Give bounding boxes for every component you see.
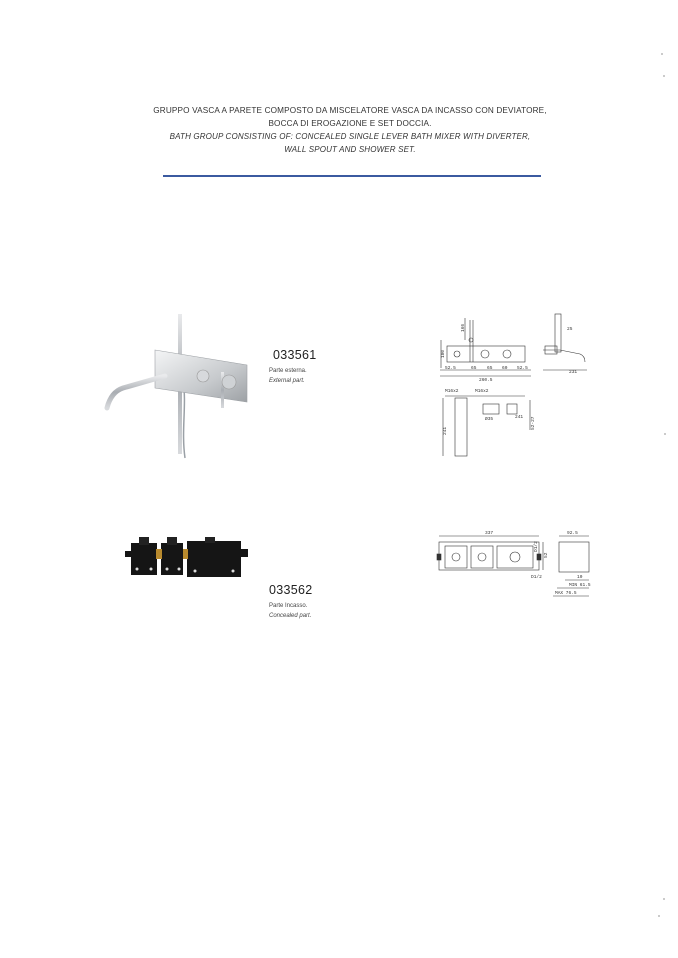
product-code-2: 033562 [269, 583, 313, 597]
scan-speck [661, 53, 663, 55]
product-caption-1 [269, 366, 307, 386]
dim-25: 25 [567, 327, 573, 332]
dim-241-b: 241 [515, 415, 524, 420]
dim-10: 10 [577, 575, 583, 580]
external-part-photo [95, 310, 260, 465]
scan-speck [663, 898, 665, 900]
dim-241-a: 241 [443, 426, 448, 435]
dim-52-5-b: 52.5 [517, 366, 528, 371]
title-italian-line1: GRUPPO VASCA A PARETE COMPOSTO DA MISCELATORE VASCA DA INCASSO CON DEVIATORE, [153, 106, 547, 115]
dim-231: 231 [569, 370, 578, 375]
title-english-line2: WALL SPOUT AND SHOWER SET. [284, 145, 416, 154]
concealed-part-photo [125, 535, 250, 585]
concealed-part-technical-drawing [435, 528, 595, 603]
product-caption-2 [269, 601, 311, 621]
dim-166: 166 [461, 323, 466, 332]
dim-52: 52 [544, 552, 549, 558]
document-header [120, 104, 580, 156]
caption-en-2: Concealed part. [269, 613, 312, 619]
dim-65-a: 65 [471, 366, 477, 371]
dim-65-b: 65 [487, 366, 493, 371]
title-english-line1: BATH GROUP CONSISTING OF: CONCEALED SINGLE LEVER BATH MIXER WITH DIVERTER, [169, 132, 531, 141]
dim-260-5: 260.5 [479, 378, 493, 383]
scan-speck [658, 915, 660, 917]
dim-52-27: 52-27 [531, 416, 536, 430]
dim-337: 337 [485, 531, 494, 536]
header-divider [163, 175, 541, 177]
dim-max-76-5: MAX 76.5 [555, 591, 577, 596]
dim-d1-2-a: D1/2 [534, 541, 539, 552]
caption-en-1: External part. [269, 378, 305, 384]
scan-speck [663, 75, 665, 77]
dim-m16x2-b: M16x2 [475, 389, 489, 394]
external-part-technical-drawing [435, 310, 595, 465]
caption-it-2: Parte Incasso. [269, 603, 308, 609]
title-italian-line2: BOCCA DI EROGAZIONE E SET DOCCIA. [268, 119, 432, 128]
product-code-1: 033561 [273, 348, 317, 362]
dim-92-5: 92.5 [567, 531, 578, 536]
dim-m16x2-a: M16x2 [445, 389, 459, 394]
dim-diam-35: Ø35 [485, 417, 494, 422]
scan-speck [664, 433, 666, 435]
dim-100: 100 [441, 349, 446, 358]
dim-d1-2-b: D1/2 [531, 575, 542, 580]
dim-min-61-5: MIN 61.5 [569, 583, 591, 588]
dim-52-5-a: 52.5 [445, 366, 456, 371]
dim-60: 60 [502, 366, 508, 371]
caption-it-1: Parte esterna. [269, 368, 307, 374]
